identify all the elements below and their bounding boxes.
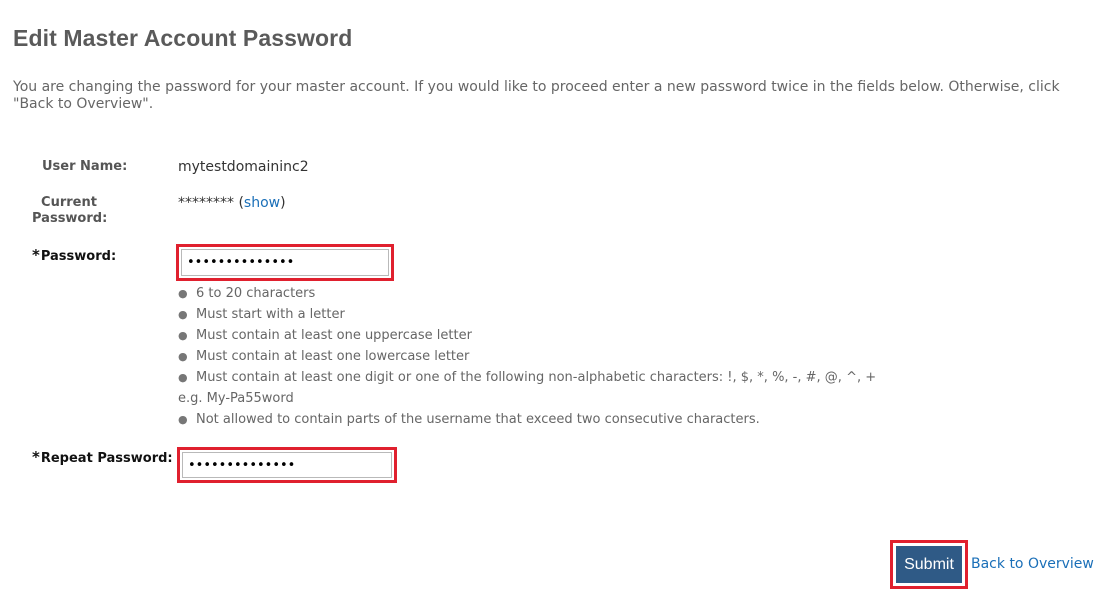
current-password-value <box>178 195 286 211</box>
intro-text: You are changing the password for your master account. If you would like to proceed enter a new password twice in the fields below. Otherwise, click "Back to Overview". <box>13 79 1060 112</box>
list-item <box>176 327 876 348</box>
bullet-icon: ● <box>178 371 188 384</box>
rule-text: Must contain at least one uppercase letter <box>196 328 472 343</box>
list-item <box>176 411 876 432</box>
submit-button-highlight <box>890 540 968 589</box>
required-marker: * <box>32 448 40 466</box>
current-password-masked: ******** <box>178 195 234 211</box>
show-password-link[interactable]: show <box>243 195 281 211</box>
password-rules-list <box>176 285 876 432</box>
page-title: Edit Master Account Password <box>13 25 353 51</box>
password-field-highlight <box>176 244 394 281</box>
bullet-icon: ● <box>178 350 188 363</box>
bullet-icon: ● <box>178 287 188 300</box>
bullet-icon: ● <box>178 308 188 321</box>
repeat-password-field-highlight <box>177 447 397 483</box>
show-open-paren: ( <box>234 195 244 211</box>
back-to-overview-link[interactable]: Back to Overview <box>971 556 1094 572</box>
current-password-label <box>32 195 106 227</box>
password-label-text: Password: <box>40 249 117 264</box>
repeat-password-label <box>32 449 173 467</box>
username-label: User Name: <box>42 159 128 174</box>
list-item <box>176 306 876 327</box>
required-marker: * <box>32 246 40 264</box>
list-item <box>176 348 876 369</box>
password-input[interactable] <box>181 249 389 276</box>
password-label <box>32 247 116 265</box>
repeat-password-label-text: Repeat Password: <box>40 451 173 466</box>
rule-text: Must start with a letter <box>196 307 345 322</box>
show-close-paren: ) <box>280 195 286 211</box>
bullet-icon: ● <box>178 329 188 342</box>
list-item <box>176 285 876 306</box>
password-example: e.g. My-Pa55word <box>178 391 294 406</box>
current-password-label-line1: Current <box>41 195 97 210</box>
rule-text: Not allowed to contain parts of the username that exceed two consecutive characters. <box>196 412 760 427</box>
current-password-label-line2: Password: <box>32 211 108 226</box>
username-value: mytestdomaininc2 <box>178 159 309 175</box>
rule-text: Must contain at least one lowercase letter <box>196 349 470 364</box>
bullet-icon: ● <box>178 413 188 426</box>
repeat-password-input[interactable] <box>182 452 392 478</box>
list-item <box>176 369 876 390</box>
submit-button[interactable]: Submit <box>896 546 962 583</box>
rule-text: 6 to 20 characters <box>196 286 316 301</box>
rule-text: Must contain at least one digit or one of the following non-alphabetic characters: !, $, *, %, -, #, @, ^, + <box>196 370 877 385</box>
